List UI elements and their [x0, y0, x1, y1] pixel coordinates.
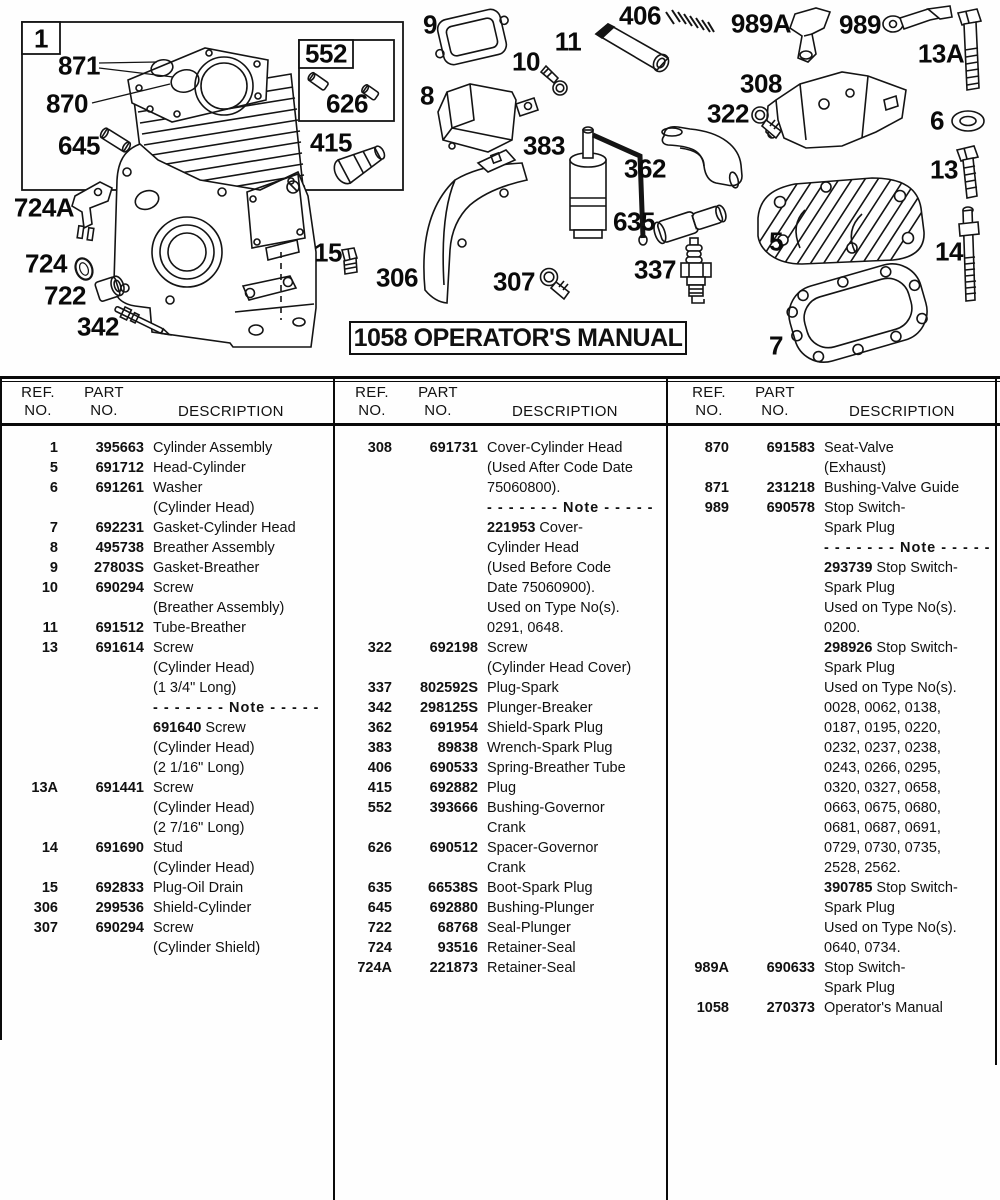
ref-no: 11 [42, 620, 58, 636]
ref-no: 10 [41, 580, 58, 596]
description-line: 0291, 0648. [487, 620, 564, 636]
description-line: Retainer-Seal [487, 940, 576, 956]
part-no: 298125S [419, 700, 478, 716]
ref-no: 383 [367, 740, 392, 756]
table-row [336, 798, 666, 838]
ref-no: 14 [41, 840, 58, 856]
retainer-seal-724-icon [72, 256, 95, 282]
description-line: Used on Type No(s). [824, 920, 957, 936]
table-rows [2, 426, 332, 958]
part-no: 692833 [95, 880, 144, 896]
table-row [673, 498, 1000, 958]
description-line: 691640 Screw [153, 720, 246, 736]
description [487, 798, 605, 838]
description-line: Spacer-Governor [487, 840, 599, 856]
screw-breather-icon [541, 66, 567, 95]
description [153, 518, 296, 538]
part-callout-8: 8 [420, 80, 434, 111]
table-rows [673, 426, 1000, 1018]
ref-no: 13 [41, 640, 58, 656]
description-line: Head-Cylinder [153, 460, 246, 476]
part-callout-5: 5 [769, 226, 783, 257]
description [153, 618, 246, 638]
description-line: (Cylinder Shield) [153, 940, 261, 956]
description-line: Used on Type No(s). [824, 680, 957, 696]
ref-no: 724A [357, 960, 392, 976]
gasket-breather-icon [429, 6, 515, 68]
description-line: Screw [487, 640, 528, 656]
description [487, 898, 594, 918]
description-line: Operator's Manual [824, 1000, 943, 1016]
plug-oil-drain-icon [342, 248, 357, 274]
description [824, 438, 894, 478]
description-line: Spark Plug [824, 980, 895, 996]
part-callout-724: 724 [25, 248, 67, 279]
description-line: 0243, 0266, 0295, [824, 760, 941, 776]
part-no: 690512 [429, 840, 478, 856]
part-callout-307: 307 [493, 266, 535, 297]
part-no: 690533 [429, 760, 478, 776]
part-callout-14: 14 [935, 236, 963, 267]
description [487, 698, 593, 718]
table-row [2, 618, 332, 638]
part-no-header: PART NO. [755, 384, 795, 419]
part-no: 690294 [95, 920, 144, 936]
tube-breather-icon [596, 24, 672, 74]
spark-plug-icon [681, 238, 711, 303]
description-line: - - - - - - - Note - - - - - [824, 540, 991, 556]
ref-no: 308 [367, 440, 392, 456]
column-separator-2 [666, 377, 668, 1200]
part-callout-9: 9 [423, 9, 437, 40]
ref-no-header: REF. NO. [355, 384, 389, 419]
part-callout-308: 308 [740, 68, 782, 99]
table-row [336, 718, 666, 738]
ref-no: 1058 [696, 1000, 729, 1016]
description [487, 918, 571, 938]
description-line: Date 75060900). [487, 580, 596, 596]
description-line: (Cylinder Head) [153, 860, 255, 876]
description [487, 738, 612, 758]
description-line: 390785 Stop Switch- [824, 880, 958, 896]
bolt-13-icon [957, 146, 978, 198]
part-no: 692882 [429, 780, 478, 796]
part-callout-722: 722 [44, 280, 86, 311]
part-no: 692198 [429, 640, 478, 656]
description-line: Screw [153, 920, 194, 936]
stop-switch-989-icon [883, 6, 952, 32]
ref-no: 307 [33, 920, 58, 936]
part-no: 691614 [95, 640, 144, 656]
ref-no: 9 [49, 560, 58, 576]
table-row [336, 938, 666, 958]
part-callout-6: 6 [930, 105, 944, 136]
part-no: 68768 [437, 920, 478, 936]
part-no: 495738 [95, 540, 144, 556]
description-line: Screw [153, 580, 194, 596]
ref-no: 13A [31, 780, 58, 796]
description-line: Stud [153, 840, 183, 856]
table-row [2, 558, 332, 578]
description-line: Bushing-Plunger [487, 900, 595, 916]
part-no: 66538S [428, 880, 478, 896]
gasket-cylinder-head-icon [780, 257, 934, 371]
description-line: 0200. [824, 620, 861, 636]
description-line: Retainer-Seal [487, 960, 576, 976]
description-line: Bushing-Governor [487, 800, 605, 816]
description-header: DESCRIPTION [178, 403, 284, 420]
ref-no: 406 [367, 760, 392, 776]
description-line: Tube-Breather [153, 620, 246, 636]
part-callout-871: 871 [58, 50, 100, 81]
description [153, 558, 259, 578]
description-line: Cylinder Head [487, 540, 579, 556]
part-no: 93516 [437, 940, 478, 956]
table-column-2 [336, 377, 666, 978]
ref-no: 635 [367, 880, 392, 896]
description-line: Shield-Cylinder [153, 900, 252, 916]
operators-manual-box [349, 321, 687, 355]
description [153, 778, 255, 838]
ref-no: 989 [704, 500, 729, 516]
description [153, 838, 255, 878]
description-line: 0729, 0730, 0735, [824, 840, 941, 856]
table-row [2, 838, 332, 878]
table-header [336, 377, 666, 426]
spring-breather-tube-icon [666, 10, 714, 32]
part-no: 221873 [429, 960, 478, 976]
description-line: 2528, 2562. [824, 860, 901, 876]
description [153, 538, 275, 558]
part-no: 691512 [95, 620, 144, 636]
part-callout-15: 15 [314, 237, 342, 268]
part-no: 691712 [95, 460, 144, 476]
table-row [673, 478, 1000, 498]
description [153, 898, 251, 918]
description-line: (1 3/4" Long) [153, 680, 237, 696]
operators-manual-label: 1058 OPERATOR'S MANUAL [353, 323, 683, 352]
description-line: (Cylinder Head) [153, 800, 255, 816]
description-line: Washer [153, 480, 203, 496]
description-line: 0640, 0734. [824, 940, 901, 956]
part-callout-383: 383 [523, 130, 565, 161]
description [153, 918, 260, 958]
ref-no: 871 [704, 480, 729, 496]
description-line: Shield-Spark Plug [487, 720, 604, 736]
ref-no: 870 [704, 440, 729, 456]
part-no: 691261 [95, 480, 144, 496]
description [153, 438, 272, 458]
part-no: 691731 [429, 440, 478, 456]
description [487, 638, 631, 678]
description [487, 778, 516, 798]
description-line: Crank [487, 820, 526, 836]
description-line: (Used Before Code [487, 560, 612, 576]
description-line: Spark Plug [824, 660, 895, 676]
table-row [673, 438, 1000, 478]
cover-cylinder-head-icon [766, 72, 906, 148]
description [153, 458, 246, 478]
description-line: Spring-Breather Tube [487, 760, 626, 776]
part-no: 691583 [766, 440, 815, 456]
table-header [673, 377, 1000, 426]
description-line: Used on Type No(s). [487, 600, 620, 616]
part-no: 691690 [95, 840, 144, 856]
ref-no-header: REF. NO. [692, 384, 726, 419]
table-row [2, 918, 332, 958]
description-header: DESCRIPTION [512, 403, 618, 420]
description-line: 298926 Stop Switch- [824, 640, 958, 656]
part-callout-7: 7 [769, 330, 783, 361]
part-callout-337: 337 [634, 254, 676, 285]
description-line: Boot-Spark Plug [487, 880, 593, 896]
part-callout-1: 1 [34, 23, 48, 54]
description-line: Plug-Oil Drain [153, 880, 244, 896]
description-line: 0681, 0687, 0691, [824, 820, 941, 836]
bushing-plunger-icon [99, 127, 132, 153]
description-line: - - - - - - - Note - - - - - [487, 500, 654, 516]
table-row [673, 998, 1000, 1018]
table-row [336, 738, 666, 758]
ref-no: 645 [367, 900, 392, 916]
part-no: 395663 [95, 440, 144, 456]
shield-spark-plug-icon [662, 127, 742, 189]
part-no: 690294 [95, 580, 144, 596]
part-callout-415: 415 [310, 127, 352, 158]
part-callout-989: 989 [839, 9, 881, 40]
part-callout-362: 362 [624, 153, 666, 184]
description-line: 221953 Cover- [487, 520, 583, 536]
description-line: 0187, 0195, 0220, [824, 720, 941, 736]
description-line: Plug [487, 780, 517, 796]
parts-diagram [0, 0, 1000, 377]
table-row [673, 958, 1000, 998]
description-line: Seat-Valve [824, 440, 894, 456]
description [824, 478, 959, 498]
description-line: (Cylinder Head Cover) [487, 660, 632, 676]
description-line: Wrench-Spark Plug [487, 740, 613, 756]
part-no-header: PART NO. [418, 384, 458, 419]
description-line: Cover-Cylinder Head [487, 440, 623, 456]
table-row [2, 458, 332, 478]
ref-no: 342 [367, 700, 392, 716]
description [824, 498, 991, 958]
description-line: Gasket-Cylinder Head [153, 520, 296, 536]
table-row [336, 878, 666, 898]
description [153, 478, 255, 518]
description-line: (Used After Code Date [487, 460, 633, 476]
ref-no: 1 [49, 440, 58, 456]
part-no: 27803S [94, 560, 144, 576]
description-line: Stop Switch- [824, 960, 906, 976]
ref-no: 626 [367, 840, 392, 856]
description-line: Plunger-Breaker [487, 700, 593, 716]
part-callout-322: 322 [707, 98, 749, 129]
ref-no: 7 [49, 520, 58, 536]
part-no: 802592S [419, 680, 478, 696]
description-line: Spark Plug [824, 520, 895, 536]
ref-no: 8 [49, 540, 58, 556]
table-row [336, 438, 666, 638]
ref-no: 15 [41, 880, 58, 896]
screw-cylinder-shield-icon [541, 269, 570, 300]
description-line: Cylinder Assembly [153, 440, 273, 456]
description-line: Screw [153, 780, 194, 796]
description [487, 758, 626, 778]
part-no: 231218 [766, 480, 815, 496]
washer-cylinder-head-icon [952, 111, 984, 131]
table-rows [336, 426, 666, 978]
table-row [336, 898, 666, 918]
part-no: 691954 [429, 720, 478, 736]
ref-no: 6 [49, 480, 58, 496]
ref-no-header: REF. NO. [21, 384, 55, 419]
stop-switch-989A-icon [790, 8, 830, 62]
description-line: Spark Plug [824, 900, 895, 916]
part-callout-626: 626 [326, 88, 368, 119]
description [487, 718, 603, 738]
table-row [336, 638, 666, 678]
part-callout-306: 306 [376, 262, 418, 293]
description [487, 878, 593, 898]
description-line: Stop Switch- [824, 500, 906, 516]
table-row [2, 878, 332, 898]
table-row [336, 758, 666, 778]
description [153, 638, 320, 778]
part-callout-10: 10 [512, 46, 540, 77]
ref-no: 724 [367, 940, 392, 956]
ref-no: 989A [694, 960, 729, 976]
ref-no: 322 [367, 640, 392, 656]
description-line: Spark Plug [824, 580, 895, 596]
part-callout-635: 635 [613, 206, 655, 237]
part-callout-989A: 989A [730, 8, 792, 39]
description-line: (Cylinder Head) [153, 500, 255, 516]
part-callout-870: 870 [46, 88, 88, 119]
part-no: 270373 [766, 1000, 815, 1016]
part-callout-724A: 724A [13, 192, 75, 223]
description-line: Used on Type No(s). [824, 600, 957, 616]
description-line: (Cylinder Head) [153, 660, 255, 676]
description-line: 0320, 0327, 0658, [824, 780, 941, 796]
description-line: Breather Assembly [153, 540, 275, 556]
description-line: Bushing-Valve Guide [824, 480, 960, 496]
table-row [2, 518, 332, 538]
table-row [2, 538, 332, 558]
part-no: 690633 [766, 960, 815, 976]
description [487, 438, 654, 638]
description-line: (Exhaust) [824, 460, 887, 476]
parts-table [0, 377, 1000, 1200]
description [487, 678, 559, 698]
part-callout-11: 11 [554, 26, 582, 57]
description [824, 998, 943, 1018]
part-no: 299536 [95, 900, 144, 916]
part-callout-13: 13 [930, 154, 958, 185]
part-no: 691441 [95, 780, 144, 796]
description-line: (Breather Assembly) [153, 600, 285, 616]
table-row [336, 678, 666, 698]
table-row [2, 478, 332, 518]
ref-no: 552 [367, 800, 392, 816]
table-row [336, 918, 666, 938]
column-separator-1 [333, 377, 335, 1200]
description-line: Gasket-Breather [153, 560, 260, 576]
description-line: Screw [153, 640, 194, 656]
ref-no: 415 [367, 780, 392, 796]
description [487, 838, 598, 878]
part-no: 690578 [766, 500, 815, 516]
part-no: 393666 [429, 800, 478, 816]
part-callout-13A: 13A [917, 38, 965, 69]
description-line: 0028, 0062, 0138, [824, 700, 941, 716]
description-line: (2 7/16" Long) [153, 820, 245, 836]
cylinder-assembly-illustration [114, 48, 316, 347]
ref-no: 722 [367, 920, 392, 936]
description-line: Seal-Plunger [487, 920, 571, 936]
description-line: Plug-Spark [487, 680, 559, 696]
part-no-header: PART NO. [84, 384, 124, 419]
table-row [2, 438, 332, 458]
description [487, 958, 576, 978]
part-callout-406: 406 [619, 0, 661, 31]
table-row [2, 778, 332, 838]
table-header [2, 377, 332, 426]
ref-no: 5 [49, 460, 58, 476]
description [153, 878, 243, 898]
description [824, 958, 905, 998]
description-line: 0232, 0237, 0238, [824, 740, 941, 756]
part-no: 692231 [95, 520, 144, 536]
table-row [336, 838, 666, 878]
part-callout-342: 342 [77, 311, 119, 342]
description-line: Crank [487, 860, 526, 876]
ref-no: 362 [367, 720, 392, 736]
table-row [336, 698, 666, 718]
part-no: 692880 [429, 900, 478, 916]
table-row [336, 958, 666, 978]
description-line: (2 1/16" Long) [153, 760, 245, 776]
description-line: (Cylinder Head) [153, 740, 255, 756]
description [487, 938, 576, 958]
table-row [2, 898, 332, 918]
ref-no: 337 [367, 680, 392, 696]
description-line: 293739 Stop Switch- [824, 560, 958, 576]
description-header: DESCRIPTION [849, 403, 955, 420]
part-callout-552: 552 [305, 38, 347, 69]
description-line: 0663, 0675, 0680, [824, 800, 941, 816]
table-column-3 [673, 377, 1000, 1018]
part-callout-645: 645 [58, 130, 100, 161]
table-row [2, 638, 332, 778]
description-line: 75060800). [487, 480, 561, 496]
ref-no: 306 [33, 900, 58, 916]
description-line: - - - - - - - Note - - - - - [153, 700, 320, 716]
table-row [2, 578, 332, 618]
part-no: 89838 [437, 740, 478, 756]
table-column-1 [2, 377, 332, 958]
table-row [336, 778, 666, 798]
description [153, 578, 284, 618]
